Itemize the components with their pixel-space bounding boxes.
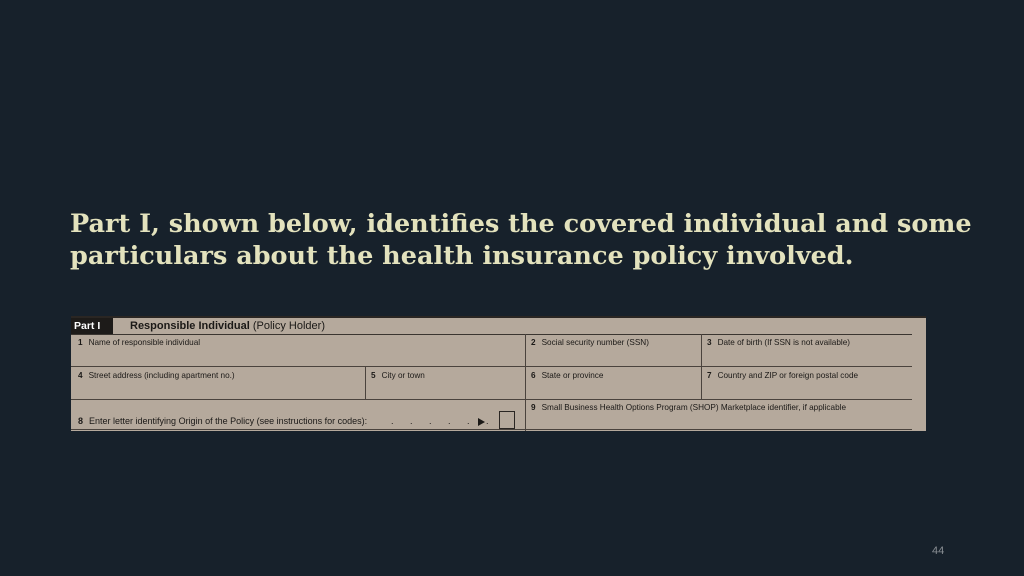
- col-divider-city: [365, 366, 366, 399]
- heading-line-2: particulars about the health insurance policy involved.: [70, 241, 854, 271]
- col-divider-main: [525, 334, 526, 431]
- field-6-label: 6 State or province: [531, 371, 604, 380]
- field-1-label: 1 Name of responsible individual: [78, 338, 201, 347]
- field-2-label: 2 Social security number (SSN): [531, 338, 649, 347]
- row-divider-1: [71, 366, 912, 367]
- heading-line-1: Part I, shown below, identifies the covered individual and some: [70, 209, 972, 239]
- row-divider-3: [71, 429, 912, 430]
- form-title-bold: Responsible Individual: [130, 320, 250, 332]
- origin-code-box: [499, 411, 515, 429]
- form-title: [130, 320, 325, 333]
- part-tag: Part I: [71, 318, 113, 334]
- form-title-rest: (Policy Holder): [252, 320, 325, 332]
- field-9-label: 9 Small Business Health Options Program (SHOP) Marketplace identifier, if applicable: [531, 403, 846, 412]
- leader-dots: . . . . . .: [391, 416, 496, 426]
- col-divider-right: [701, 334, 702, 399]
- row-divider-2: [71, 399, 912, 400]
- arrow-right-icon: [478, 418, 485, 426]
- field-7-label: 7 Country and ZIP or foreign postal code: [707, 371, 859, 380]
- form-part-1-image: [71, 316, 926, 431]
- field-3-label: 3 Date of birth (If SSN is not available): [707, 338, 850, 347]
- page-number: 44: [932, 545, 945, 557]
- form-header: [71, 318, 912, 335]
- field-4-label: 4 Street address (including apartment no.): [78, 371, 235, 380]
- field-5-label: 5 City or town: [371, 371, 425, 380]
- field-8-label: 8 Enter letter identifying Origin of the Policy (see instructions for codes):: [78, 416, 368, 426]
- slide-heading: [70, 208, 970, 272]
